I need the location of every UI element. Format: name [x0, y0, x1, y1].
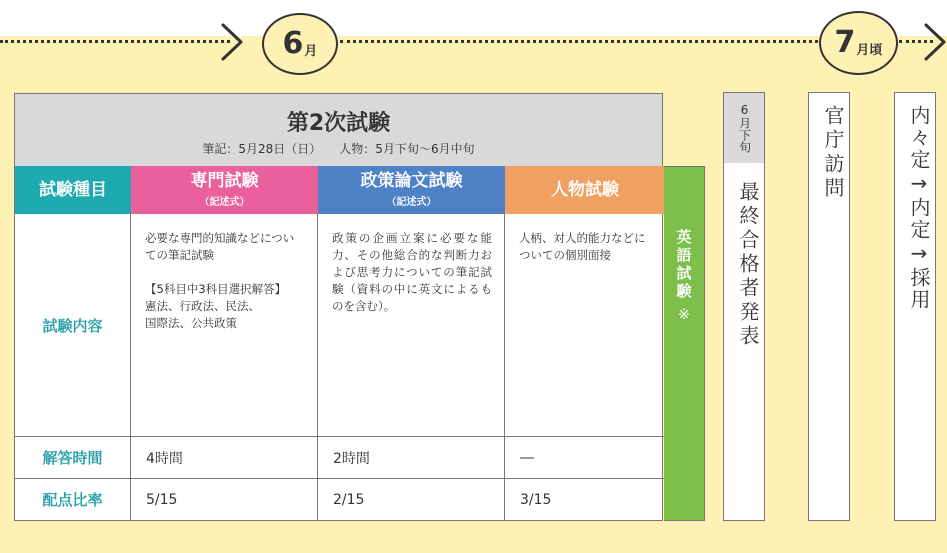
policy-essay-exam-time: 2時間: [318, 436, 505, 478]
month-june-unit: 月: [304, 43, 318, 59]
ministry-visit-box: [808, 92, 850, 521]
personality-exam-content: 人柄、対人的能力などについての個別面接: [519, 231, 646, 262]
policy-essay-exam-ratio: 2/15: [318, 478, 505, 520]
header-exam-type: [15, 166, 131, 214]
offer-text: 内々定→内定→採用: [907, 105, 931, 311]
header-policy-essay-exam-label: 政策論文試験: [360, 171, 463, 192]
timeline-dotted-line: [0, 40, 230, 43]
header-policy-essay-exam: [318, 166, 505, 214]
final-announcement-box: [723, 92, 765, 521]
row-label-content: 試験内容: [15, 214, 131, 436]
month-july-number: 7: [834, 25, 856, 60]
row-label-score-ratio: 配点比率: [15, 478, 131, 520]
header-policy-essay-exam-sub: （記述式）: [386, 196, 437, 208]
specialized-exam-ratio: 5/15: [131, 478, 318, 520]
second-exam-title: 第2次試験: [286, 111, 391, 136]
final-announcement-date-text: 6月下旬: [737, 103, 752, 153]
specialized-exam-content: 必要な専門的知識などについての筆記試験 【5科目中3科目選択解答】 憲法、行政法、民法、 国際法、公共政策: [131, 214, 318, 436]
chevron-right-icon: [922, 22, 947, 62]
final-announcement-text: 最終合格者発表: [736, 181, 760, 349]
timeline-dotted-line: [340, 40, 818, 43]
header-personality-exam: [505, 166, 665, 214]
month-july-circle: [819, 11, 898, 75]
second-exam-schedule: 筆記：5月28日（日） 人物：5月下旬〜6月中旬: [202, 142, 475, 156]
header-specialized-exam-label: 専門試験: [190, 171, 259, 192]
personality-exam-time: ―: [505, 436, 665, 478]
second-exam-table: [14, 93, 663, 521]
specialized-exam-time: 4時間: [131, 436, 318, 478]
english-exam-label: 英語試験: [674, 229, 693, 301]
ministry-visit-text: 官庁訪問: [821, 105, 845, 201]
chevron-right-icon: [219, 22, 245, 62]
personality-exam-ratio: 3/15: [505, 478, 665, 520]
header-personality-exam-label: 人物試験: [551, 179, 619, 200]
offer-box: [894, 92, 936, 521]
policy-essay-exam-content: 政策の企画立案に必要な能力、その他総合的な判断力および思考力についての筆記試験（資料の中に英文によるものを含む）。: [318, 214, 505, 436]
second-exam-header: [15, 94, 662, 166]
header-exam-type-label: 試験種目: [39, 179, 107, 200]
month-june-number: 6: [282, 26, 304, 61]
row-label-answer-time: 解答時間: [15, 436, 131, 478]
month-july-unit: 月頃: [856, 42, 883, 58]
header-specialized-exam-sub: （記述式）: [199, 196, 250, 208]
month-june-circle: [262, 13, 338, 75]
header-specialized-exam: [131, 166, 318, 214]
english-exam-mark: ※: [678, 307, 690, 323]
final-announcement-date: [724, 93, 764, 163]
english-exam-column: [664, 166, 705, 521]
